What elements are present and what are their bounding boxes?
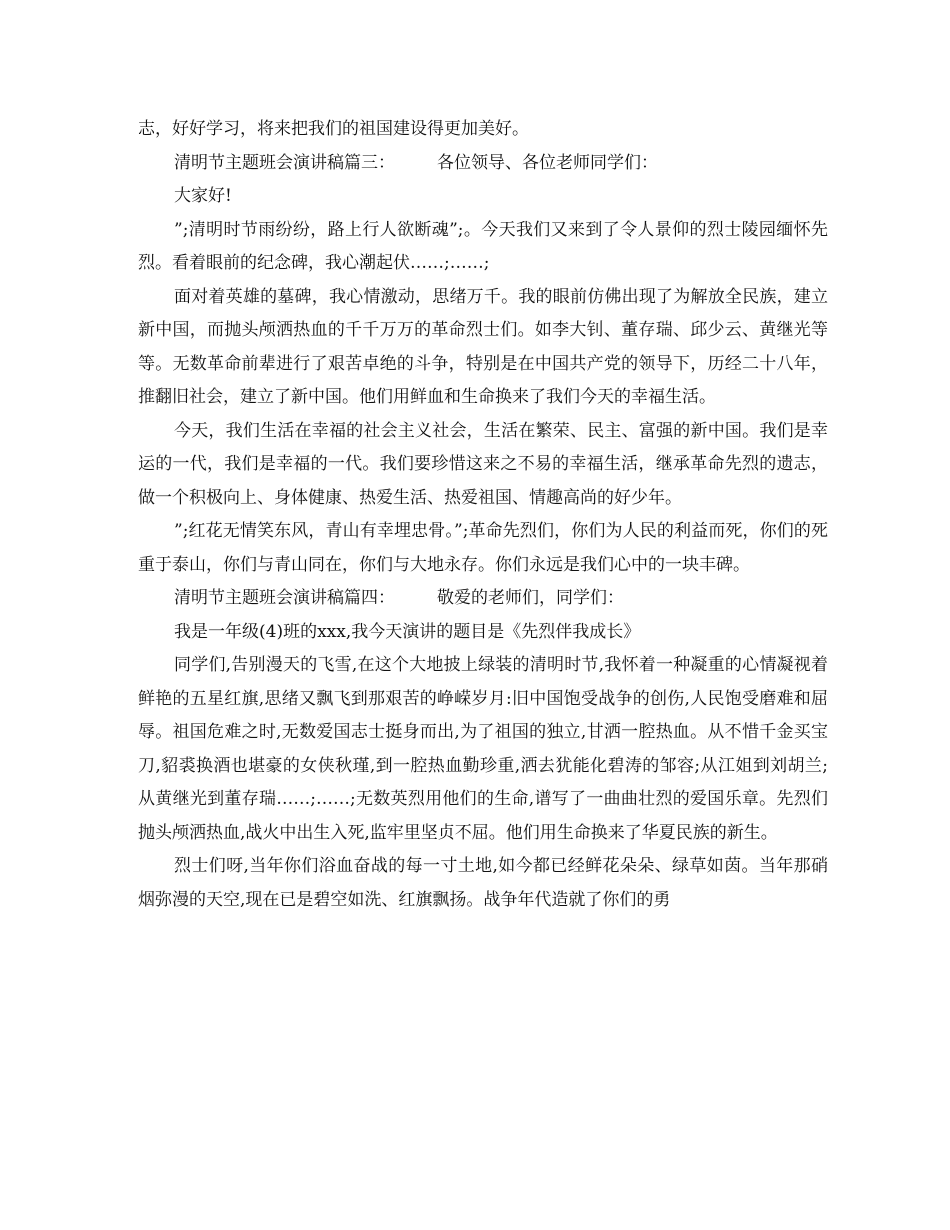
section-heading-4	[138, 582, 828, 616]
paragraph: ”;红花无情笑东风，青山有幸埋忠骨。”;革命先烈们，你们为人民的利益而死，你们的死重于泰山，你们与青山同在，你们与大地永存。你们永远是我们心中的一块丰碑。	[138, 521, 828, 575]
section-title: 清明节主题班会演讲稿篇三：	[174, 152, 395, 173]
section-heading-3	[138, 147, 828, 181]
salutation: 敬爱的老师们，同学们：	[437, 588, 624, 608]
greeting: 大家好!	[174, 186, 232, 206]
speech-intro: 我是一年级(4)班的xxx,我今天演讲的题目是《先烈伴我成长》	[174, 621, 641, 642]
paragraph: 同学们,告别漫天的飞雪,在这个大地披上绿装的清明时节,我怀着一种凝重的心情凝视着鲜艳的五星红旗,思绪又飘飞到那艰苦的峥嵘岁月:旧中国饱受战争的创伤,人民饱受磨难和屈辱。祖国危难之时,无数爱国志士挺身而出,为了祖国的独立,甘洒一腔热血。从不惜千金买宝刀,貂裘换酒也堪豪的女侠秋瑾,到一腔热血勤珍重,洒去犹能化碧涛的邹容;从江姐到刘胡兰;从黄继光到董存瑞……;……;无数英烈用他们的生命,谱写了一曲曲壮烈的爱国乐章。先烈们抛头颅洒热血,战火中出生入死,监牢里坚贞不屈。他们用生命换来了华夏民族的新生。	[138, 655, 828, 843]
paragraph-continuation: 志，好好学习，将来把我们的祖国建设得更加美好。	[138, 119, 529, 139]
section-title: 清明节主题班会演讲稿篇四：	[174, 588, 395, 608]
paragraph: 面对着英雄的墓碑，我心情激动，思绪万千。我的眼前仿佛出现了为解放全民族，建立新中国，而抛头颅洒热血的千千万万的革命烈士们。如李大钊、董存瑞、邱少云、黄继光等等。无数革命前辈进行了艰苦卓绝的斗争，特别是在中国共产党的领导下，历经二十八年，推翻旧社会，建立了新中国。他们用鲜血和生命换来了我们今天的幸福生活。	[138, 286, 828, 407]
document-body	[138, 113, 828, 917]
paragraph: 今天，我们生活在幸福的社会主义社会，生活在繁荣、民主、富强的新中国。我们是幸运的一代，我们是幸福的一代。我们要珍惜这来之不易的幸福生活，继承革命先烈的遗志，做一个积极向上、身体健康、热爱生活、热爱祖国、情趣高尚的好少年。	[138, 420, 828, 508]
paragraph: ”;清明时节雨纷纷，路上行人欲断魂”;。今天我们又来到了令人景仰的烈士陵园缅怀先烈。看着眼前的纪念碑，我心潮起伏……;……;	[138, 219, 828, 273]
paragraph: 烈士们呀,当年你们浴血奋战的每一寸土地,如今都已经鲜花朵朵、绿草如茵。当年那硝烟弥漫的天空,现在已是碧空如洗、红旗飘扬。战争年代造就了你们的勇	[138, 856, 828, 910]
salutation: 各位领导、各位老师同学们：	[437, 152, 658, 173]
